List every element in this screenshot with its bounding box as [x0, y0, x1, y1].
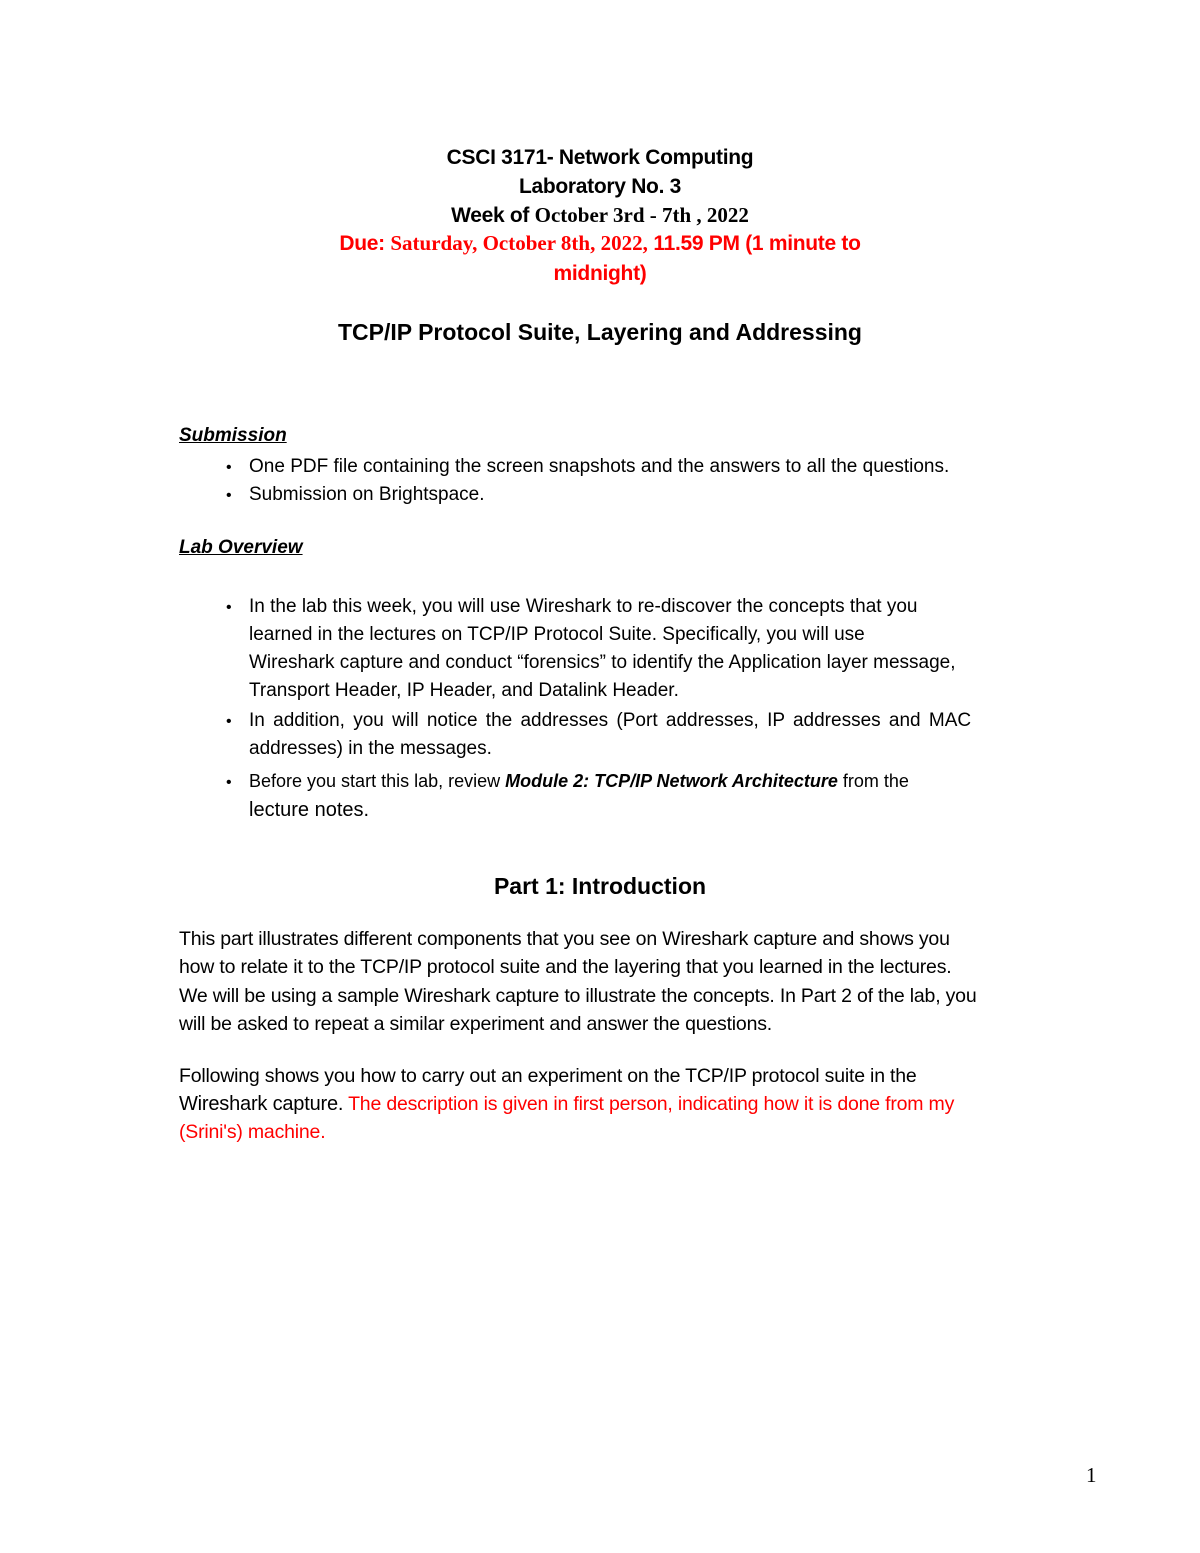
submission-heading: Submission [179, 425, 287, 446]
paragraph-line: This part illustrates different components that you see on Wireshark capture and shows you [179, 928, 950, 950]
bullet-icon: • [226, 713, 232, 730]
due-time-continued: midnight) [553, 262, 647, 285]
bullet-icon: • [226, 487, 232, 504]
first-person-note-cont: (Srini's) machine. [179, 1121, 326, 1143]
lab-number: Laboratory No. 3 [518, 175, 682, 198]
submission-item: Submission on Brightspace. [249, 484, 485, 505]
week-line [0, 203, 1200, 228]
bullet-icon: • [226, 459, 232, 476]
overview-line [249, 771, 909, 792]
overview-heading: Lab Overview [179, 537, 303, 558]
review-text: Before you start this lab, review [249, 771, 506, 791]
overview-line: lecture notes. [249, 799, 370, 821]
page-number: 1 [1086, 1463, 1097, 1487]
overview-line: addresses) in the messages. [249, 738, 492, 759]
review-text-end: from the [837, 771, 909, 791]
due-line [0, 231, 1200, 256]
overview-line: Transport Header, IP Header, and Datalink Header. [249, 680, 679, 701]
course-title: CSCI 3171- Network Computing [446, 146, 754, 169]
due-time: 11.59 PM (1 minute to [647, 232, 861, 255]
overview-line: In addition, you will notice the addresses (Port addresses, IP addresses and MAC [249, 710, 972, 731]
overview-line: In the lab this week, you will use Wireshark to re-discover the concepts that you [249, 596, 918, 617]
paragraph-line: We will be using a sample Wireshark capture to illustrate the concepts. In Part 2 of the lab, you [179, 985, 977, 1007]
module-reference: Module 2: TCP/IP Network Architecture [505, 771, 838, 791]
submission-item: One PDF file containing the screen snapshots and the answers to all the questions. [249, 456, 950, 477]
due-date: Saturday, October 8th, 2022, [390, 231, 648, 255]
bullet-icon: • [226, 774, 232, 791]
paragraph-line: how to relate it to the TCP/IP protocol suite and the layering that you learned in the lectures. [179, 956, 952, 978]
due-label: Due: [339, 232, 391, 255]
week-dates: October 3rd - 7th , 2022 [534, 203, 749, 227]
document-title: TCP/IP Protocol Suite, Layering and Addressing [338, 319, 862, 345]
bullet-icon: • [226, 599, 232, 616]
capture-text: Wireshark capture. [179, 1093, 344, 1115]
paragraph-line: Following shows you how to carry out an experiment on the TCP/IP protocol suite in the [179, 1065, 917, 1087]
overview-line: learned in the lectures on TCP/IP Protocol Suite. Specifically, you will use [249, 624, 865, 645]
overview-line: Wireshark capture and conduct “forensics” to identify the Application layer message, [249, 652, 956, 673]
paragraph-line: will be asked to repeat a similar experiment and answer the questions. [179, 1013, 772, 1035]
week-label: Week of [451, 204, 535, 227]
paragraph-line [179, 1093, 954, 1116]
first-person-note: The description is given in first person, indicating how it is done from my [343, 1093, 955, 1115]
part1-heading: Part 1: Introduction [493, 873, 707, 899]
